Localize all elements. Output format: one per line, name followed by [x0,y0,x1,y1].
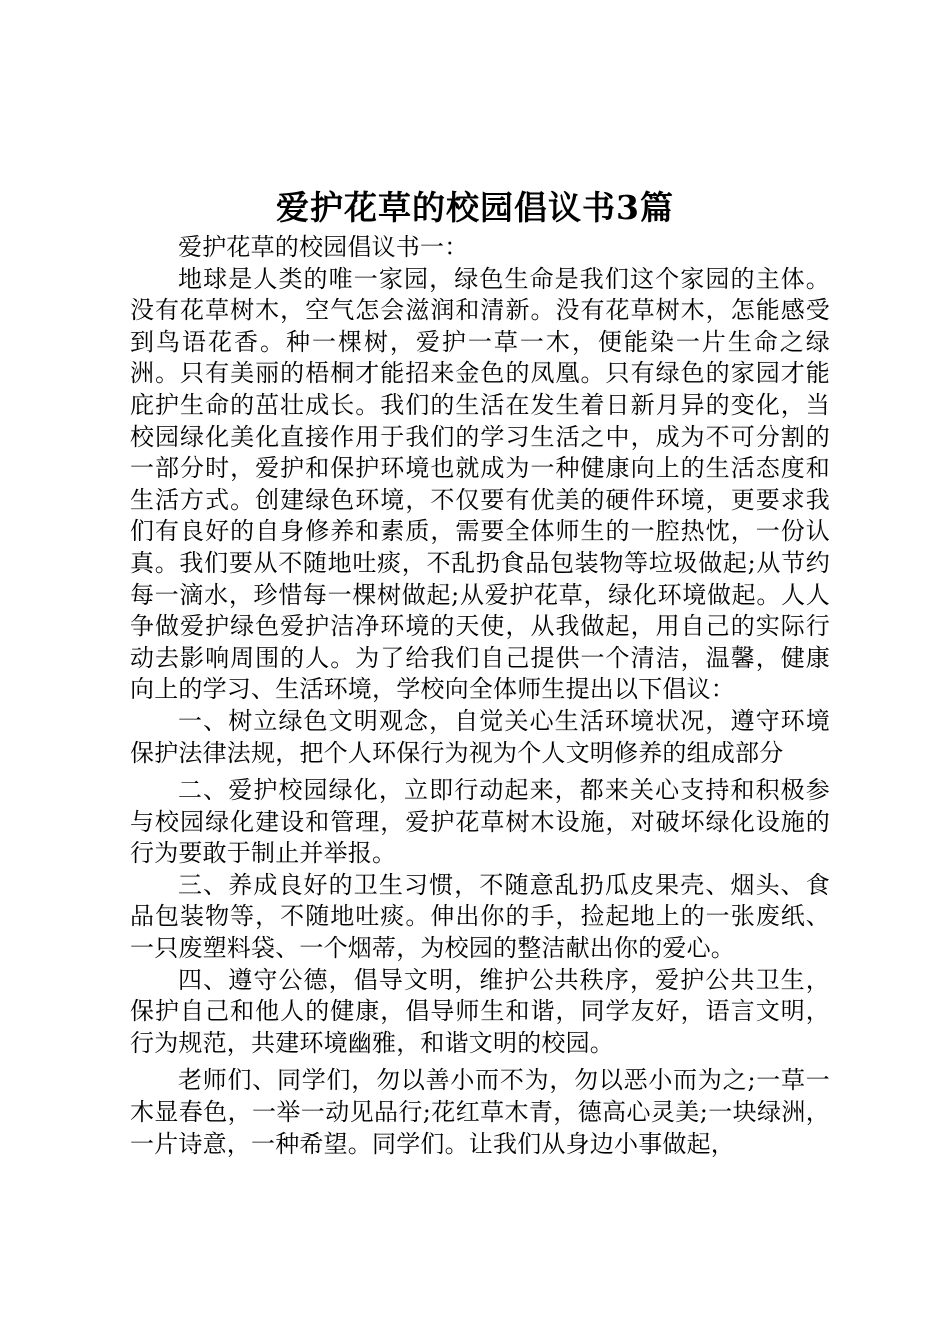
document-body [130,232,830,1160]
paragraph-intro: 地球是人类的唯一家园，绿色生命是我们这个家园的主体。没有花草树木，空气怎会滋润和清新。没有花草树木，怎能感受到鸟语花香。种一棵树，爱护一草一木，便能染一片生命之绿洲。只有美丽的梧桐才能招来金色的凤凰。只有绿色的家园才能庇护生命的茁壮成长。我们的生活在发生着日新月异的变化，当校园绿化美化直接作用于我们的学习生活之中，成为不可分割的一部分时，爱护和保护环境也就成为一种健康向上的生活态度和生活方式。创建绿色环境，不仅要有优美的硬件环境，更要求我们有良好的自身修养和素质，需要全体师生的一腔热忱，一份认真。我们要从不随地吐痰，不乱扔食品包装物等垃圾做起;从节约每一滴水，珍惜每一棵树做起;从爱护花草，绿化环境做起。人人争做爱护绿色爱护洁净环境的天使，从我做起，用自己的实际行动去影响周围的人。为了给我们自己提供一个清洁，温馨，健康向上的学习、生活环境，学校向全体师生提出以下倡议： [130,264,830,704]
proposal-item-2: 二、爱护校园绿化，立即行动起来，都来关心支持和积极参与校园绿化建设和管理，爱护花草树木设施，对破坏绿化设施的行为要敢于制止并举报。 [130,776,830,868]
section-heading: 爱护花草的校园倡议书一： [178,233,469,261]
proposal-item-1: 一、树立绿色文明观念，自觉关心生活环境状况，遵守环境保护法律法规，把个人环保行为视为个人文明修养的组成部分 [130,706,830,767]
document-title: 爱护花草的校园倡议书3篇 [276,188,674,227]
paragraph-closing: 老师们、同学们，勿以善小而不为，勿以恶小而为之;一草一木显春色，一举一动见品行;花红草木青，德高心灵美;一块绿洲，一片诗意，一种希望。同学们。让我们从身边小事做起， [130,1066,830,1158]
proposal-item-4: 四、遵守公德，倡导文明，维护公共秩序，爱护公共卫生，保护自己和他人的健康，倡导师生和谐，同学友好，语言文明，行为规范，共建环境幽雅，和谐文明的校园。 [130,965,830,1057]
proposal-item-3: 三、养成良好的卫生习惯，不随意乱扔瓜皮果壳、烟头、食品包装物等，不随地吐痰。伸出你的手，捡起地上的一张废纸、一只废塑料袋、一个烟蒂，为校园的整洁献出你的爱心。 [130,870,830,963]
